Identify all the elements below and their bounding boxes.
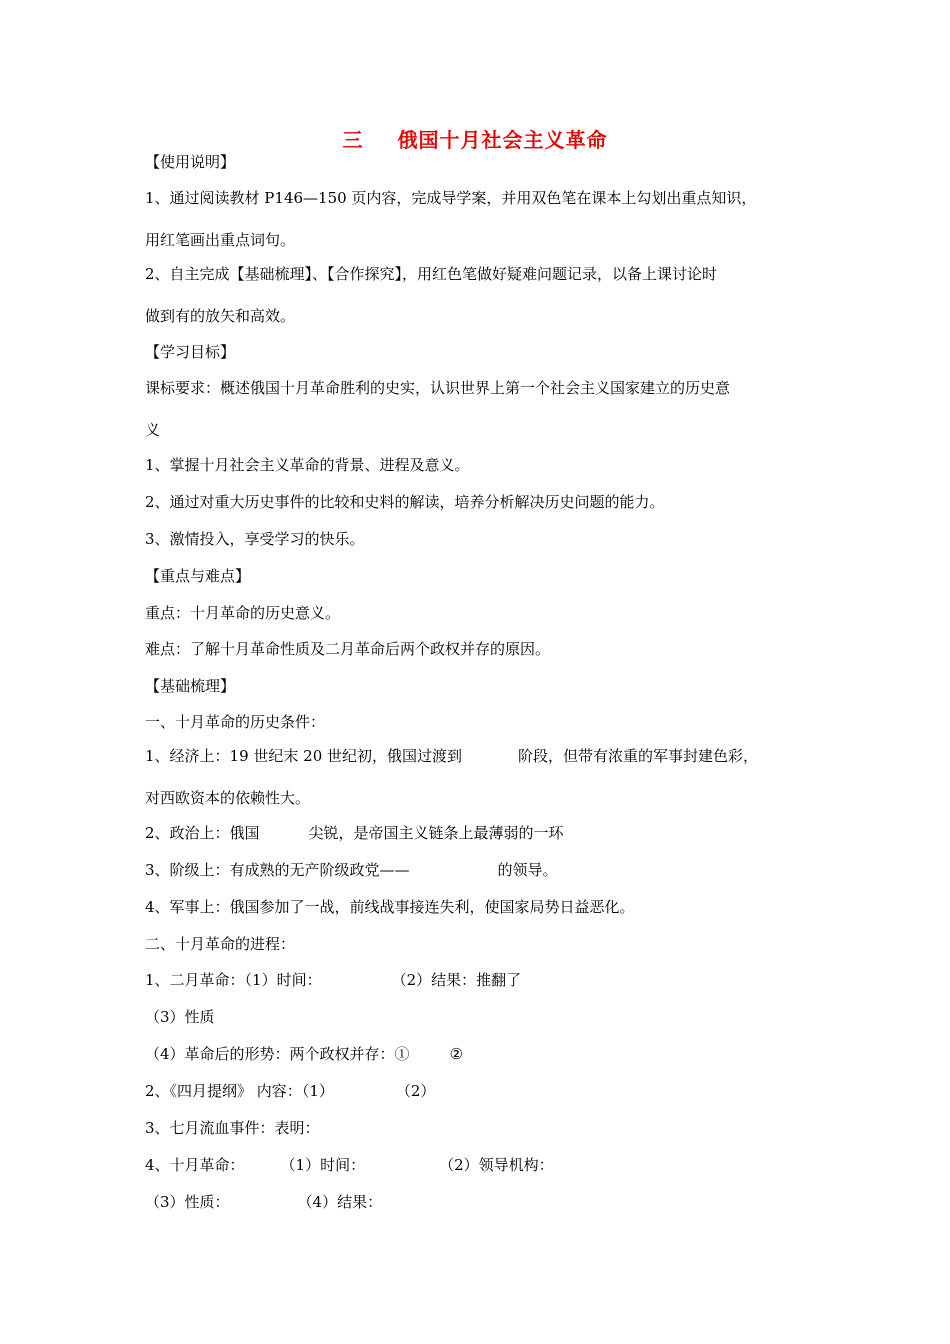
- february-revolution: [145, 970, 521, 990]
- goal-standard: 课标要求：概述俄国十月革命胜利的史实，认识世界上第一个社会主义国家建立的历史意: [145, 379, 731, 397]
- goal-item-3: 3、激情投入，享受学习的快乐。: [145, 530, 365, 548]
- condition-economic-text: 1、经济上：19 世纪末 20 世纪初，俄国过渡到: [145, 747, 463, 765]
- condition-class-text-2: 的领导。: [497, 861, 558, 879]
- april-theses: [145, 1081, 435, 1101]
- goal-item-2: 2、通过对重大历史事件的比较和史料的解读，培养分析解决历史问题的能力。: [145, 493, 665, 511]
- title-text: 俄国十月社会主义革命: [397, 128, 608, 152]
- basic-header: 【基础梳理】: [145, 677, 236, 695]
- condition-class-text: 3、阶级上：有成熟的无产阶级政党——: [145, 861, 410, 879]
- difficult-point: 难点：了解十月革命性质及二月革命后两个政权并存的原因。: [145, 640, 551, 658]
- october-revolution: [145, 1155, 554, 1175]
- february-revolution-situation: [145, 1044, 463, 1064]
- condition-economic: [145, 746, 758, 766]
- february-revolution-nature: （3）性质: [145, 1008, 215, 1026]
- condition-political-text: 2、政治上：俄国: [145, 824, 260, 842]
- condition-political-text-2: 尖锐，是帝国主义链条上最薄弱的一环: [308, 824, 564, 842]
- dual-power-2: ②: [449, 1045, 463, 1063]
- october-revolution-nature: （3）性质：: [145, 1193, 230, 1211]
- february-revolution-time: 1、二月革命：（1）时间：: [145, 971, 322, 989]
- key-point: 重点：十月革命的历史意义。: [145, 604, 341, 622]
- goal-standard-cont: 义: [145, 421, 161, 439]
- usage-item-2: 2、自主完成【基础梳理】、【合作探究】，用红色笔做好疑难问题记录，以备上课讨论时: [145, 265, 718, 283]
- april-theses-2: （2）: [395, 1082, 436, 1100]
- usage-item-1: 1、通过阅读教材 P146—150 页内容，完成导学案，并用双色笔在课本上勾划出重点知识，: [145, 189, 757, 207]
- condition-economic-cont: 对西欧资本的依赖性大。: [145, 789, 311, 807]
- section-2-title: 二、十月革命的进程：: [145, 935, 296, 953]
- october-revolution-time: （1）时间：: [280, 1156, 366, 1174]
- goal-header: 【学习目标】: [145, 343, 236, 361]
- section-1-title: 一、十月革命的历史条件：: [145, 713, 326, 731]
- usage-header: 【使用说明】: [145, 153, 236, 171]
- october-revolution-result: （4）结果：: [297, 1193, 383, 1211]
- october-revolution-leadership: （2）领导机构：: [439, 1156, 554, 1174]
- condition-military: 4、军事上：俄国参加了一战，前线战事接连失利，使国家局势日益恶化。: [145, 898, 635, 916]
- page-title: [0, 124, 950, 153]
- april-theses-text: 2、《四月提纲》 内容：（1）: [145, 1082, 334, 1100]
- condition-class: [145, 860, 558, 880]
- usage-item-2-cont: 做到有的放矢和高效。: [145, 307, 296, 325]
- dual-power-text: （4）革命后的形势：两个政权并存：①: [145, 1045, 410, 1063]
- february-revolution-result: （2）结果：推翻了: [391, 971, 522, 989]
- title-number: 三: [342, 128, 364, 152]
- goal-item-1: 1、掌握十月社会主义革命的背景、进程及意义。: [145, 456, 470, 474]
- condition-economic-text-2: 阶段，但带有浓重的军事封建色彩，: [518, 747, 759, 765]
- usage-item-1-cont: 用红笔画出重点词句。: [145, 231, 296, 249]
- key-header: 【重点与难点】: [145, 567, 251, 585]
- october-revolution-label: 4、十月革命：: [145, 1156, 245, 1174]
- july-days: 3、七月流血事件：表明：: [145, 1119, 320, 1137]
- condition-political: [145, 823, 564, 843]
- october-revolution-cont: [145, 1192, 382, 1212]
